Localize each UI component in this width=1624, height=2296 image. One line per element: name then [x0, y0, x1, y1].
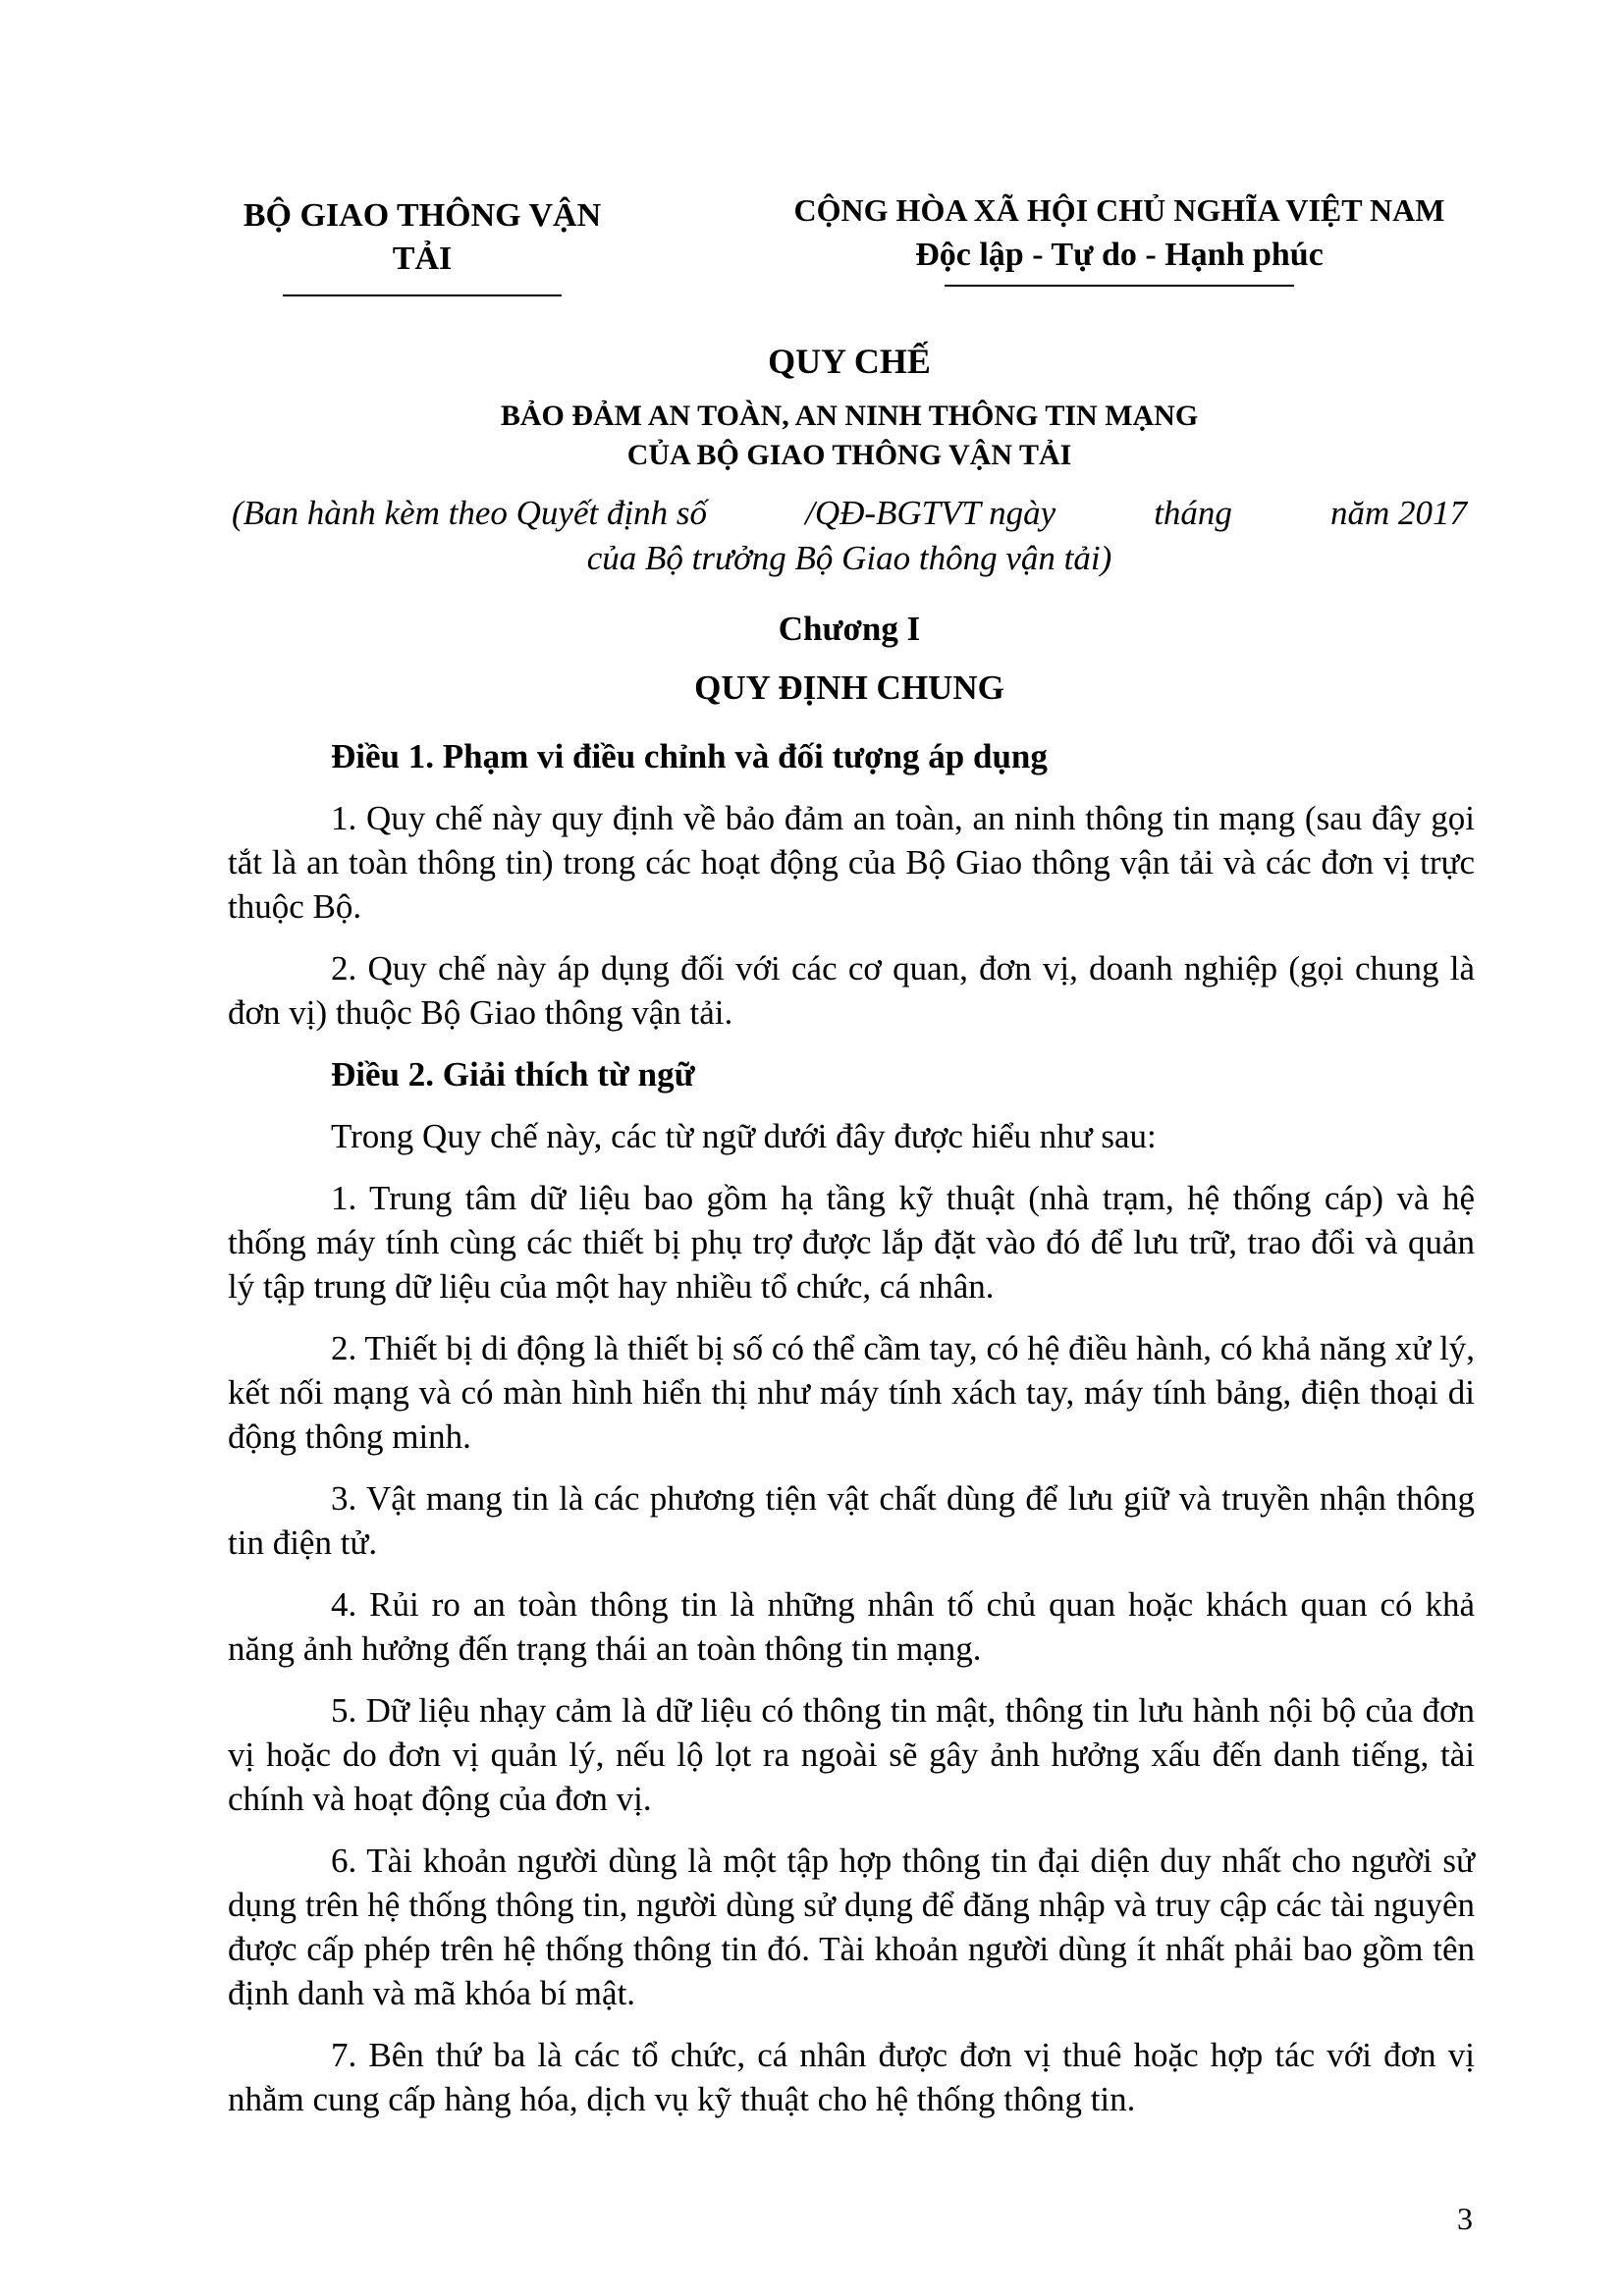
- article-2-paragraph: 7. Bên thứ ba là các tổ chức, cá nhân được đơn vị thuê hoặc hợp tác với đơn vị nhằm cung cấp hàng hóa, dịch vụ kỹ thuật cho hệ thống thông tin.: [228, 2036, 1475, 2118]
- header-left: [236, 194, 609, 296]
- article-2-paragraph: 4. Rủi ro an toàn thông tin là những nhân tố chủ quan hoặc khách quan có khả năng ảnh hưởng đến trạng thái an toàn thông tin mạng.: [228, 1585, 1475, 1668]
- issuance-decision-code: /QĐ-BGTVT ngày: [805, 494, 1056, 532]
- article-2-intro: Trong Quy chế này, các từ ngữ dưới đây được hiểu như sau:: [331, 1117, 1157, 1155]
- title-block: [226, 336, 1473, 713]
- article-1-paragraph: 2. Quy chế này áp dụng đối với các cơ quan, đơn vị, doanh nghiệp (gọi chung là đơn vị) thuộc Bộ Giao thông vận tải.: [228, 949, 1475, 1032]
- article-1-heading: Điều 1. Phạm vi điều chỉnh và đối tượng áp dụng: [331, 737, 1048, 775]
- document-subtitle-line-1: BẢO ĐẢM AN TOÀN, AN NINH THÔNG TIN MẠNG: [500, 400, 1199, 432]
- article-2-paragraph: 3. Vật mang tin là các phương tiện vật chất dùng để lưu giữ và truyền nhận thông tin điện tử.: [228, 1479, 1475, 1562]
- issuance-decision: (Ban hành kèm theo Quyết định số: [232, 494, 708, 532]
- chapter-label: Chương I: [778, 610, 921, 648]
- ministry-name: BỘ GIAO THÔNG VẬN TẢI: [243, 197, 602, 277]
- article-2-paragraph: 2. Thiết bị di động là thiết bị số có thể cầm tay, có hệ điều hành, có khả năng xử lý, kết nối mạng và có màn hình hiển thị như máy tính xách tay, máy tính bảng, điện thoại di động thông minh.: [228, 1329, 1475, 1456]
- article-2-paragraph: 1. Trung tâm dữ liệu bao gồm hạ tầng kỹ thuật (nhà trạm, hệ thống cáp) và hệ thống máy tính cùng các thiết bị phụ trợ được lắp đặt vào đó để lưu trữ, trao đổi và quản lý tập trung dữ liệu của một hay nhiều tổ chức, cá nhân.: [228, 1179, 1475, 1306]
- page-number: 3: [1457, 2201, 1473, 2236]
- national-motto: Độc lập - Tự do - Hạnh phúc: [915, 237, 1324, 273]
- chapter-title: QUY ĐỊNH CHUNG: [694, 668, 1004, 707]
- article-1-paragraph: 1. Quy chế này quy định về bảo đảm an toàn, an ninh thông tin mạng (sau đây gọi tắt là an toàn thông tin) trong các hoạt động của Bộ Giao thông vận tải và các đơn vị trực thuộc Bộ.: [228, 799, 1475, 926]
- document-title: QUY CHẾ: [768, 342, 931, 381]
- header-right: [756, 188, 1483, 287]
- issuance-year: năm 2017: [1329, 494, 1467, 532]
- document-body: [228, 734, 1475, 2139]
- article-2-heading: Điều 2. Giải thích từ ngữ: [331, 1055, 695, 1094]
- motto-underline: [945, 285, 1294, 287]
- article-2-paragraph: 6. Tài khoản người dùng là một tập hợp thông tin đại diện duy nhất cho người sử dụng trên hệ thống thông tin, người dùng sử dụng để đăng nhập và truy cập các tài nguyên được cấp phép trên hệ thống thông tin đó. Tài khoản người dùng ít nhất phải bao gồm tên định danh và mã khóa bí mật.: [228, 1842, 1475, 2012]
- article-2-paragraph: 5. Dữ liệu nhạy cảm là dữ liệu có thông tin mật, thông tin lưu hành nội bộ của đơn vị hoặc do đơn vị quản lý, nếu lộ lọt ra ngoài sẽ gây ảnh hưởng xấu đến danh tiếng, tài chính và hoạt động của đơn vị.: [228, 1691, 1475, 1818]
- issuance-line-2: của Bộ trưởng Bộ Giao thông vận tải): [586, 539, 1112, 577]
- issuance-line-1: [226, 491, 1473, 536]
- document-subtitle-line-2: CỦA BỘ GIAO THÔNG VẬN TẢI: [626, 439, 1072, 471]
- issuance-note: [226, 491, 1473, 581]
- ministry-underline: [283, 294, 562, 296]
- country-name: CỘNG HÒA XÃ HỘI CHỦ NGHĨA VIỆT NAM: [793, 192, 1445, 228]
- issuance-month: tháng: [1154, 494, 1232, 532]
